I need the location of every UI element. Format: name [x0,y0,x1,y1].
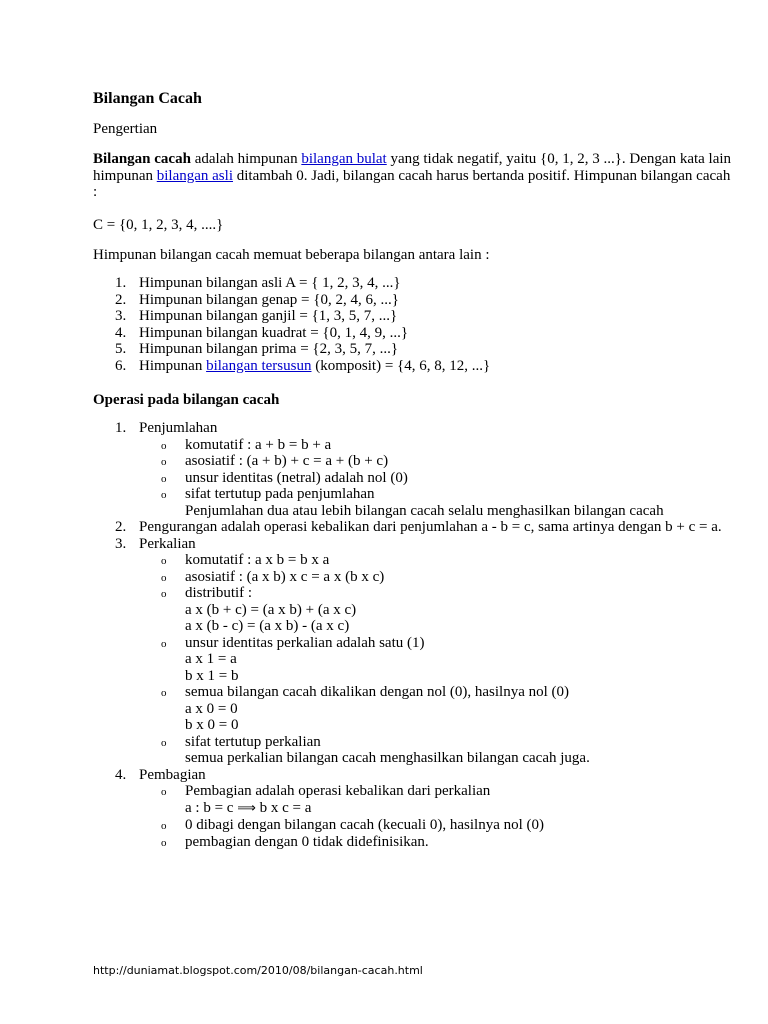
property-detail: a x 1 = a [185,651,237,667]
property-text: pembagian dengan 0 tidak didefinisikan. [185,833,429,850]
list-item [93,341,733,358]
property-text: unsur identitas (netral) adalah nol (0) [185,469,408,486]
property-detail: b x 1 = b [185,667,239,684]
implication-left: a : b = c [185,799,238,816]
property-text: komutatif : a + b = b + a [185,436,332,453]
list-item [93,308,733,325]
intro-text: Himpunan bilangan cacah memuat beberapa bilangan antara lain : [93,246,490,263]
property-detail: a x (b - c) = (a x b) - (a x c) [185,618,350,634]
property-item [139,783,733,817]
property-detail: a x 0 = 0 [185,700,238,717]
item-text-post: (komposit) = {4, 6, 8, 12, ...} [311,357,491,374]
subtitle: Pengertian [93,121,158,137]
subset-list [93,275,733,374]
property-item [139,453,733,470]
property-item [139,734,733,767]
property-detail: Penjumlahan dua atau lebih bilangan cacah selalu menghasilkan bilangan cacah [185,502,664,519]
item-number: 4. [115,324,127,341]
property-detail: semua perkalian bilangan cacah menghasilkan bilangan cacah juga. [185,750,590,766]
implies-arrow-icon: ⟹ [237,800,256,816]
property-list [139,552,733,767]
implication-right: b x c = a [255,799,312,816]
property-text: semua bilangan cacah dikalikan dengan nol (0), hasilnya nol (0) [185,684,570,700]
property-item [139,585,733,635]
bullet-icon: o [161,472,167,485]
property-text: asosiatif : (a x b) x c = a x (b x c) [185,568,385,585]
bullet-icon: o [161,588,167,600]
property-text: komutatif : a x b = b x a [185,552,330,568]
list-item [93,275,733,292]
item-number: 2. [115,519,127,535]
bullet-icon: o [161,836,167,849]
item-text: Himpunan bilangan genap = {0, 2, 4, 6, ...} [139,291,399,308]
item-number: 1. [115,420,127,436]
property-item [139,437,733,454]
property-item [139,470,733,487]
bullet-icon: o [161,736,167,749]
property-item [139,569,733,586]
property-text: sifat tertutup perkalian [185,733,321,750]
bullet-icon: o [161,786,167,798]
item-text: Himpunan bilangan kuadrat = {0, 1, 4, 9, ...} [139,324,409,341]
property-text: sifat tertutup pada penjumlahan [185,486,375,502]
item-number: 1. [115,275,127,291]
bullet-icon: o [161,820,167,832]
property-item [139,486,733,519]
item-text: Himpunan bilangan ganjil = {1, 3, 5, 7, ...} [139,308,398,324]
property-detail: b x 0 = 0 [185,717,239,733]
bullet-icon: o [161,555,167,567]
definition-paragraph [93,151,733,201]
bullet-icon: o [161,456,167,468]
bullet-icon: o [161,687,167,699]
list-item [93,292,733,309]
implication-line [185,800,733,818]
link-bilangan-bulat[interactable]: bilangan bulat [301,151,387,167]
property-list [139,783,733,850]
footer-url: http://duniamat.blogspot.com/2010/08/bilangan-cacah.html [93,964,423,977]
property-item [139,684,733,734]
operation-label: Penjumlahan [139,420,218,436]
bullet-icon: o [161,439,167,452]
property-text: 0 dibagi dengan bilangan cacah (kecuali 0), hasilnya nol (0) [185,817,545,833]
operation-item-division [93,767,733,851]
definition-text-3: ditambah 0. Jadi, bilangan cacah harus bertanda positif. Himpunan bilangan cacah : [93,167,731,200]
set-formula: C = {0, 1, 2, 3, 4, ....} [93,216,224,233]
item-number: 6. [115,357,127,374]
operations-list [93,420,733,850]
property-item [139,817,733,834]
property-text: distributif : [185,585,253,601]
property-item [139,834,733,851]
operation-item-addition [93,420,733,519]
property-list [139,437,733,520]
property-text: Pembagian adalah operasi kebalikan dari perkalian [185,783,491,799]
link-bilangan-tersusun[interactable]: bilangan tersusun [206,357,312,374]
bullet-icon: o [161,637,167,650]
link-bilangan-asli[interactable]: bilangan asli [156,167,233,184]
operation-label: Perkalian [139,535,196,552]
section-heading: Operasi pada bilangan cacah [93,392,280,408]
property-text: unsur identitas perkalian adalah satu (1) [185,634,425,651]
item-text: Himpunan bilangan prima = {2, 3, 5, 7, ...} [139,341,399,357]
document-page [93,90,733,850]
property-text: asosiatif : (a + b) + c = a + (b + c) [185,453,389,469]
operation-item-multiplication [93,536,733,767]
operation-item-subtraction [93,519,733,536]
item-number: 3. [115,308,127,324]
list-item [93,358,733,375]
list-item [93,325,733,342]
definition-text-2: yang tidak negatif, yaitu {0, 1, 2, 3 ...}. Dengan kata lain himpunan [93,151,732,184]
item-number: 4. [115,766,127,783]
operation-label: Pembagian [139,766,206,783]
bullet-icon: o [161,489,167,501]
item-number: 2. [115,291,127,308]
bullet-icon: o [161,571,167,584]
page-title: Bilangan Cacah [93,90,202,107]
definition-text-1: adalah himpunan [190,151,302,167]
operation-text: Pengurangan adalah operasi kebalikan dari penjumlahan a - b = c, sama artinya dengan b + c = a. [139,519,722,535]
item-number: 3. [115,535,127,552]
item-text: Himpunan bilangan asli A = { 1, 2, 3, 4, ...} [139,275,401,291]
definition-term: Bilangan cacah [93,151,191,167]
item-text-pre: Himpunan [139,357,207,374]
property-item [139,635,733,685]
property-detail: a x (b + c) = (a x b) + (a x c) [185,601,357,618]
property-item [139,552,733,569]
item-number: 5. [115,341,127,357]
